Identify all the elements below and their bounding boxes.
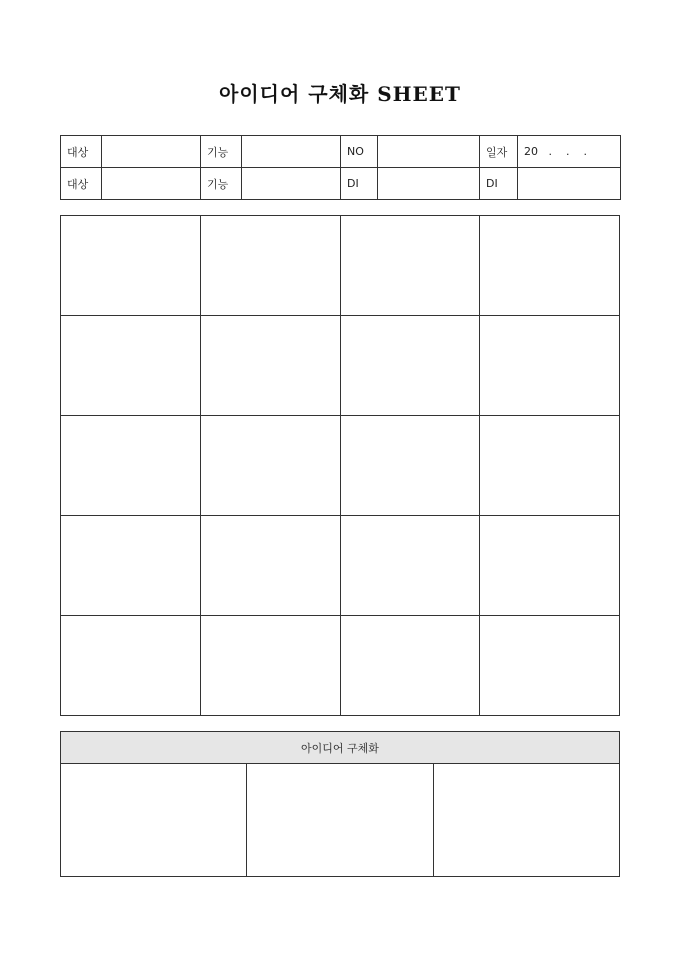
page-title: 아이디어 구체화 SHEET (219, 82, 461, 106)
function-label-2: 기능 (201, 168, 242, 200)
concretization-header: 아이디어 구체화 (61, 732, 620, 764)
idea-cell[interactable] (340, 416, 480, 516)
grid-row (61, 516, 620, 616)
info-row-1 (61, 136, 621, 168)
concretization-cell[interactable] (433, 764, 619, 877)
grid-row (61, 216, 620, 316)
target-label-2: 대상 (61, 168, 102, 200)
no-label: NO (341, 136, 378, 168)
function-field[interactable] (242, 136, 341, 168)
idea-cell[interactable] (340, 616, 480, 716)
idea-cell[interactable] (340, 216, 480, 316)
idea-cell[interactable] (200, 616, 340, 716)
grid-row (61, 416, 620, 516)
concretization-cell[interactable] (61, 764, 247, 877)
function-label: 기능 (201, 136, 242, 168)
function-field-2[interactable] (242, 168, 341, 200)
idea-cell[interactable] (480, 516, 620, 616)
idea-cell[interactable] (61, 616, 201, 716)
date-label: 일자 (480, 136, 518, 168)
idea-cell[interactable] (200, 216, 340, 316)
date-field[interactable]: 20 . . . (518, 136, 621, 168)
idea-cell[interactable] (480, 316, 620, 416)
di-label-2: DI (480, 168, 518, 200)
idea-cell[interactable] (61, 516, 201, 616)
idea-cell[interactable] (200, 316, 340, 416)
idea-cell[interactable] (61, 316, 201, 416)
idea-cell[interactable] (200, 416, 340, 516)
idea-cell[interactable] (61, 216, 201, 316)
idea-cell[interactable] (480, 616, 620, 716)
idea-cell[interactable] (340, 516, 480, 616)
idea-cell[interactable] (61, 416, 201, 516)
grid-row (61, 616, 620, 716)
concretization-cell[interactable] (247, 764, 433, 877)
no-field[interactable] (378, 136, 480, 168)
grid-row (61, 316, 620, 416)
di-label: DI (341, 168, 378, 200)
idea-cell[interactable] (200, 516, 340, 616)
idea-cell[interactable] (480, 416, 620, 516)
idea-grid (60, 215, 620, 716)
info-row-2 (61, 168, 621, 200)
idea-cell[interactable] (480, 216, 620, 316)
info-table (60, 135, 621, 200)
target-field-2[interactable] (102, 168, 201, 200)
idea-concretization-table (60, 731, 620, 877)
di-field-2[interactable] (518, 168, 621, 200)
target-label: 대상 (61, 136, 102, 168)
idea-cell[interactable] (340, 316, 480, 416)
di-field[interactable] (378, 168, 480, 200)
target-field[interactable] (102, 136, 201, 168)
